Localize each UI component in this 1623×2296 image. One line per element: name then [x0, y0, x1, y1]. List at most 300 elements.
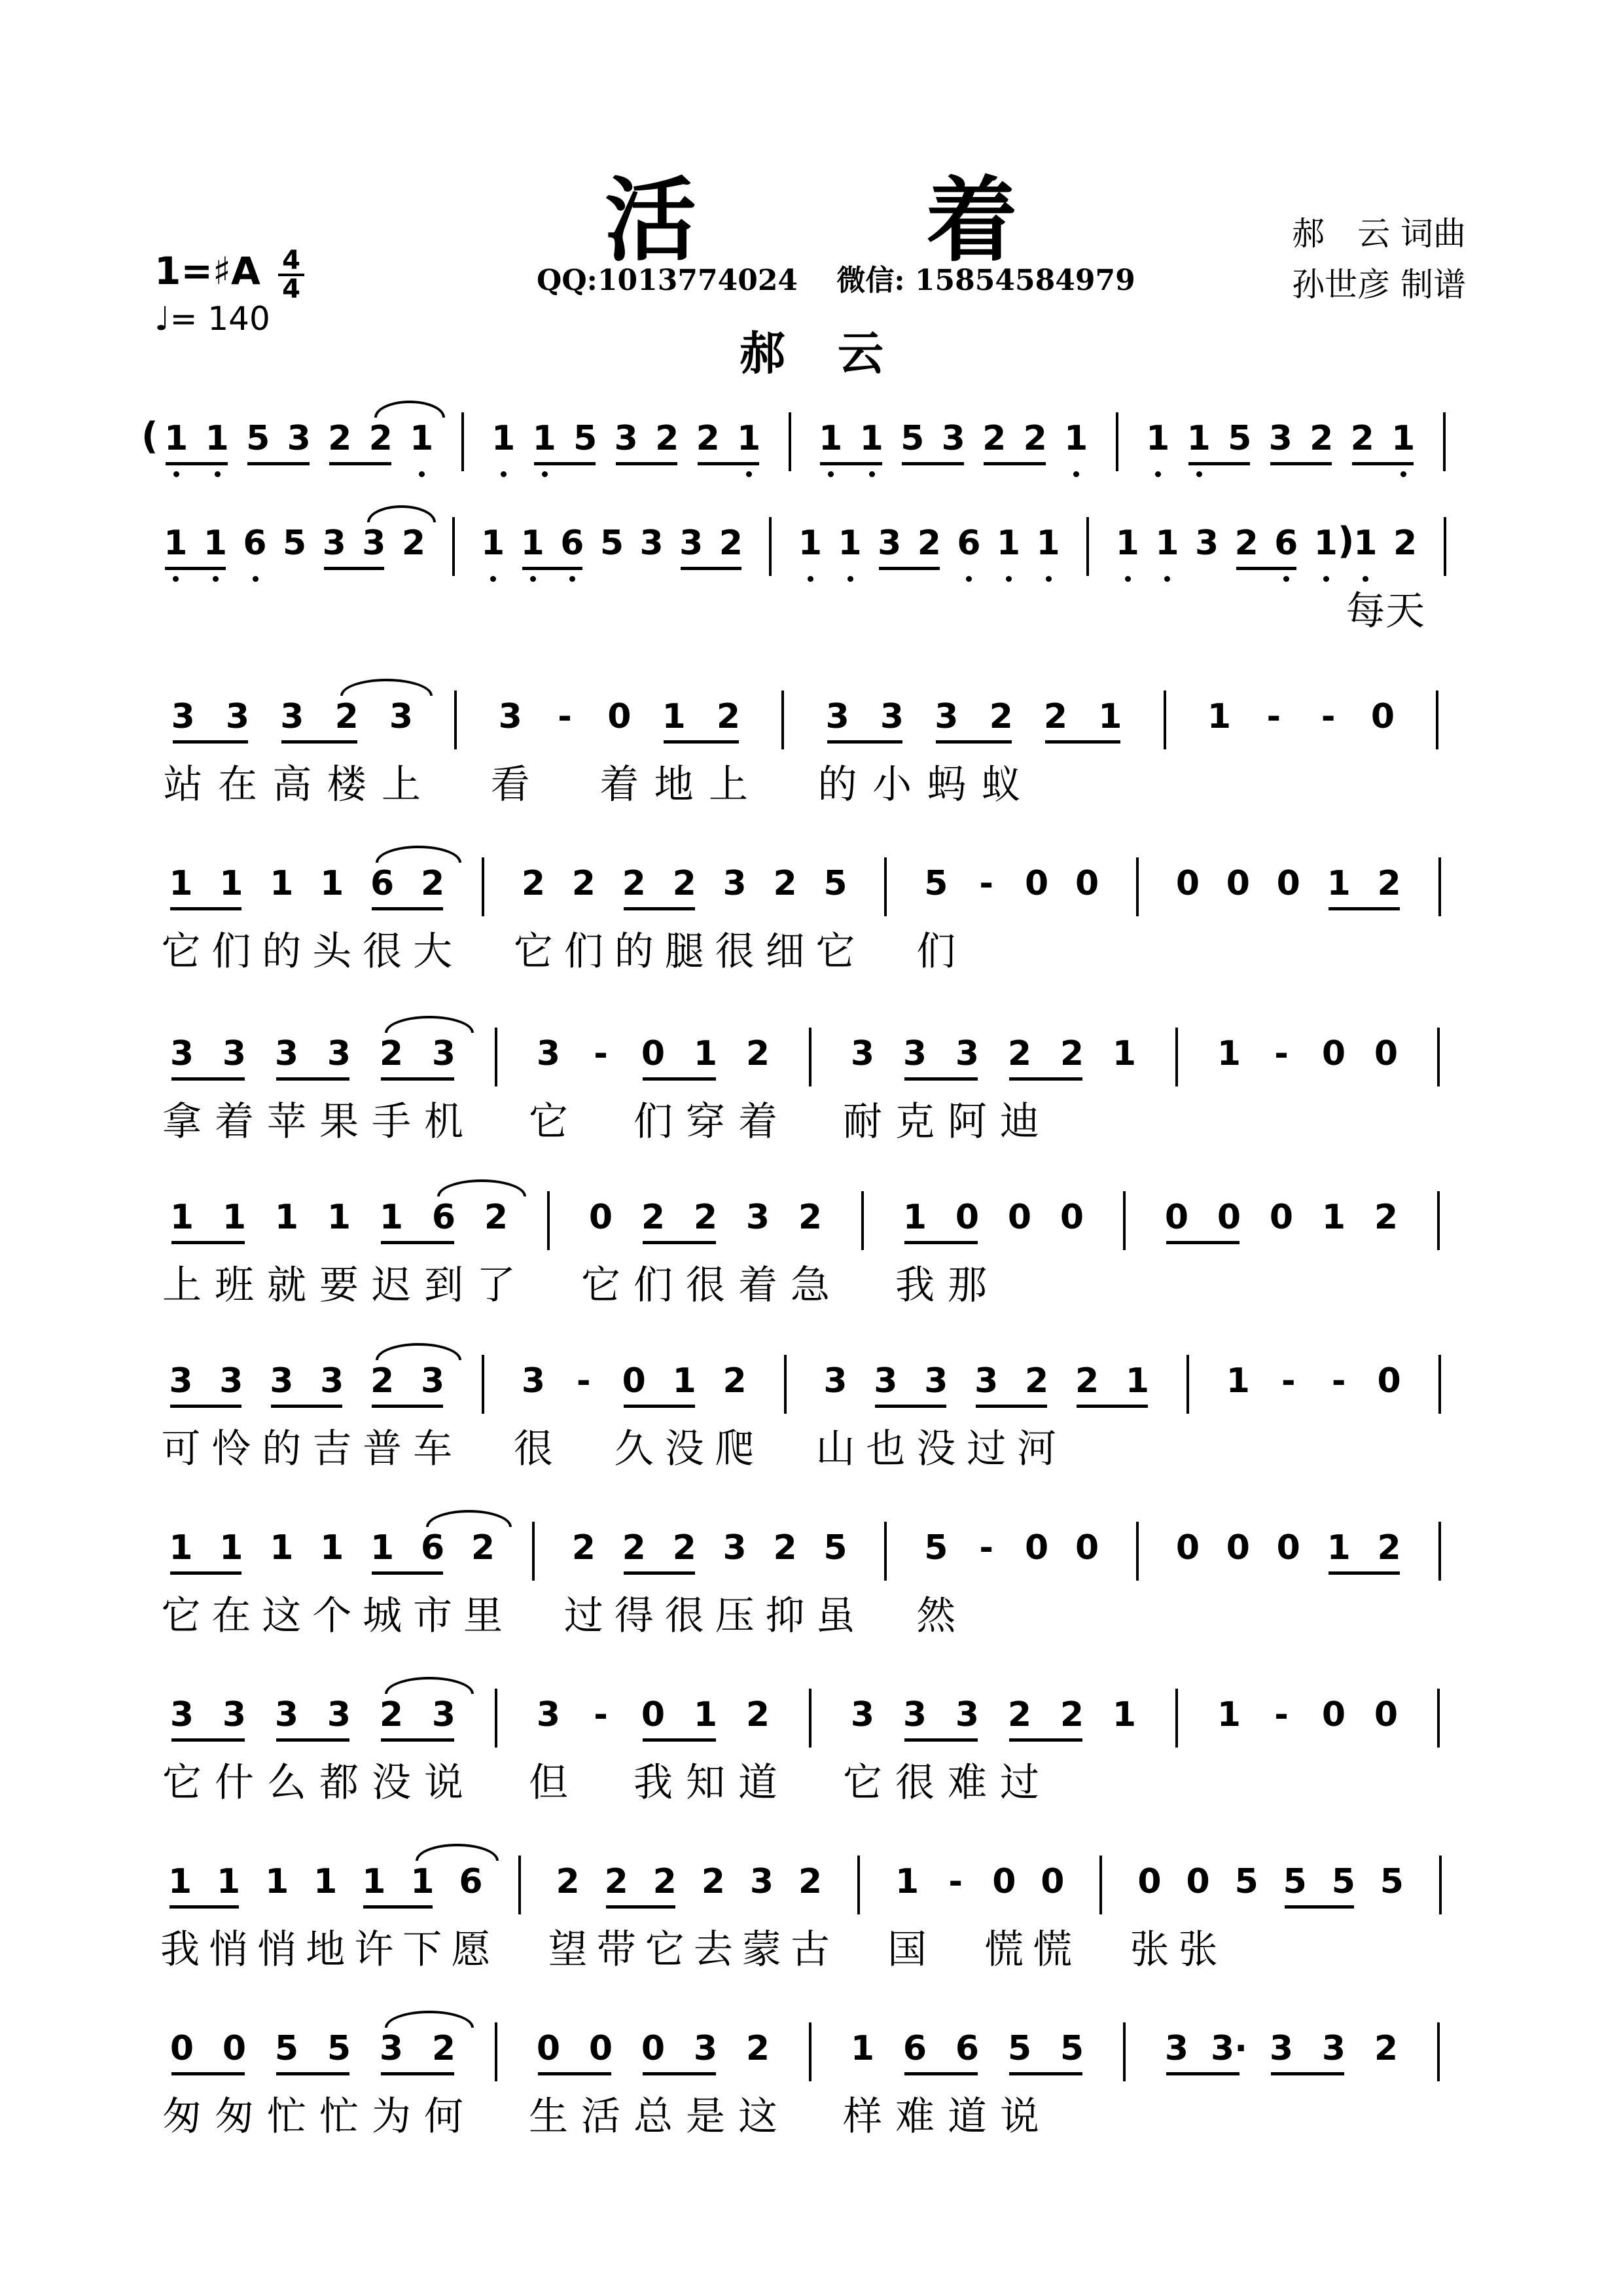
lyric-char: 我 — [633, 1760, 673, 1806]
note: 2 — [622, 1528, 646, 1568]
open-paren: ( — [141, 415, 158, 457]
beam — [904, 1077, 978, 1081]
note: 1 — [169, 864, 193, 903]
barline — [461, 412, 464, 471]
note: - — [948, 1862, 963, 1901]
barline — [1123, 2022, 1126, 2081]
lyric-char: 望 — [548, 1927, 588, 1973]
note: 0 — [1025, 864, 1049, 903]
barline — [1099, 1856, 1102, 1914]
note: 3 — [1268, 419, 1293, 458]
barline — [482, 1355, 484, 1414]
note: 3 — [219, 1361, 243, 1401]
time-signature — [278, 247, 304, 302]
time-sig-top: 4 — [282, 245, 300, 276]
note: 3 — [362, 524, 386, 563]
barline — [1116, 412, 1118, 471]
lyric-char: 蚂 — [927, 762, 967, 808]
note: 0 — [1041, 1862, 1065, 1901]
note: 1 — [219, 864, 243, 903]
note: 0 — [1226, 1528, 1250, 1568]
note: 2 — [334, 697, 359, 736]
tie-arc — [437, 1179, 526, 1196]
note: 2 — [571, 1528, 596, 1568]
beam — [247, 462, 310, 465]
note: 0 — [1374, 1695, 1399, 1734]
lyric-char: 很 — [664, 1593, 704, 1639]
beam — [1236, 567, 1297, 570]
notes-row — [141, 415, 1466, 491]
lyric-char: 迟 — [372, 1263, 411, 1308]
note: 1 — [1112, 1695, 1137, 1734]
note: 1 — [1155, 524, 1179, 563]
tie-arc — [376, 846, 461, 863]
lyric-char: 活 — [581, 2094, 620, 2140]
beam — [276, 2072, 349, 2075]
note: 0 — [641, 2029, 666, 2068]
lyric-char: 过 — [1000, 1760, 1039, 1806]
note: 0 — [1276, 1528, 1300, 1568]
beam — [879, 567, 940, 570]
note: 5 — [1228, 419, 1252, 458]
note: 6 — [431, 1198, 456, 1237]
note: 3 — [679, 524, 704, 563]
note: 2 — [1374, 1198, 1399, 1237]
note: - — [1331, 1361, 1346, 1401]
lyric-char: 慌 — [984, 1927, 1024, 1973]
note: 1 — [693, 1695, 718, 1734]
note: 2 — [1023, 419, 1047, 458]
lyrics-row — [156, 1418, 1466, 1472]
note: 5 — [924, 864, 948, 903]
note: 0 — [1374, 1034, 1399, 1073]
note: - — [594, 1695, 608, 1734]
note: 2 — [773, 864, 797, 903]
beam — [381, 1077, 454, 1081]
lyric-char: 很 — [686, 1263, 725, 1308]
note: 3 — [274, 1034, 299, 1073]
lyrics-row — [156, 1585, 1466, 1639]
barline — [784, 1355, 787, 1414]
lyric-char: 果 — [319, 1099, 359, 1145]
note: 3 — [823, 1361, 847, 1401]
barline — [884, 1522, 887, 1581]
note: 0 — [992, 1862, 1016, 1901]
lyric-char: 班 — [215, 1263, 254, 1308]
beam — [166, 462, 228, 465]
note: 2 — [641, 1198, 666, 1237]
lyric-char: 车 — [413, 1426, 453, 1472]
beam — [643, 1738, 716, 1742]
note: 0 — [1276, 864, 1300, 903]
note: 1 — [274, 1198, 299, 1237]
note: 1 — [370, 1528, 395, 1568]
note: - — [979, 1528, 994, 1568]
note: 3 — [955, 1034, 980, 1073]
lyric-char: 它 — [161, 929, 201, 975]
lyric-char: 道 — [738, 1760, 777, 1806]
tie-arc — [385, 1016, 474, 1033]
lyric-char: 头 — [312, 929, 352, 975]
beam — [984, 462, 1046, 465]
barline — [532, 1522, 535, 1581]
barline — [1164, 691, 1166, 749]
lyric-char: 楼 — [327, 762, 366, 808]
lyric-char: 看 — [490, 762, 530, 808]
note: 3 — [287, 419, 311, 458]
lyric-char: 去 — [693, 1927, 733, 1973]
note: 1 — [1112, 1034, 1137, 1073]
note: 0 — [588, 2029, 613, 2068]
note: 1 — [410, 419, 434, 458]
note: 1 — [1125, 1361, 1150, 1401]
note: 2 — [521, 864, 546, 903]
beam — [372, 907, 443, 910]
lyric-char: 天 — [1385, 588, 1425, 634]
note: 2 — [722, 1361, 747, 1401]
beam — [976, 1405, 1047, 1408]
note: 1 — [662, 697, 686, 736]
note: 3 — [693, 2029, 718, 2068]
lyric-char: 河 — [1017, 1426, 1057, 1472]
beam — [381, 2072, 454, 2075]
note: 1 — [798, 524, 823, 563]
barline — [769, 517, 772, 576]
barline — [884, 857, 887, 916]
note: 3 — [874, 1361, 898, 1401]
lyric-char: 它 — [645, 1927, 685, 1973]
note: 5 — [1234, 1862, 1258, 1901]
note: 3 — [850, 1695, 875, 1734]
beam — [1188, 462, 1251, 465]
note: 2 — [420, 864, 445, 903]
barline — [809, 2022, 812, 2081]
note: 1 — [1186, 419, 1211, 458]
note: 0 — [1377, 1361, 1401, 1401]
note: 0 — [1164, 1198, 1189, 1237]
barline — [1186, 1355, 1189, 1414]
beam — [936, 740, 1011, 744]
note: 1 — [838, 524, 862, 563]
barline — [1437, 1191, 1440, 1250]
beam — [171, 1241, 245, 1244]
note: 6 — [902, 2029, 927, 2068]
note: 3 — [955, 1695, 980, 1734]
lyric-char: 也 — [866, 1426, 906, 1472]
lyric-char: 穿 — [686, 1099, 725, 1145]
note: - — [594, 1034, 608, 1073]
note: 1 — [1064, 419, 1088, 458]
note: 2 — [401, 524, 426, 563]
beam — [624, 1405, 695, 1408]
note: 1 — [320, 1528, 344, 1568]
note: - — [577, 1361, 591, 1401]
lyric-char: 知 — [686, 1760, 725, 1806]
lyric-char: 然 — [916, 1593, 956, 1639]
lyrics-row — [156, 1254, 1466, 1308]
lyric-char: 它 — [815, 929, 855, 975]
note: 0 — [641, 1034, 666, 1073]
note: 1 — [1207, 697, 1232, 736]
barline — [1437, 2022, 1440, 2081]
lyric-char: 匆 — [215, 2094, 254, 2140]
note: 1 — [895, 1862, 919, 1901]
note: 1 — [1217, 1695, 1241, 1734]
tempo-marking: ♩= 140 — [154, 300, 270, 338]
lyric-char: 大 — [413, 929, 453, 975]
note: 0 — [955, 1198, 980, 1237]
note: 1 — [410, 1862, 435, 1901]
lyric-char: 它 — [843, 1760, 882, 1806]
note: 3 — [902, 1695, 927, 1734]
note: 3 — [639, 524, 664, 563]
beam — [1329, 1571, 1400, 1575]
note: 2 — [655, 419, 679, 458]
lyric-char: 张 — [1178, 1927, 1218, 1973]
lyric-char: 的 — [817, 762, 857, 808]
note: 1 — [491, 419, 516, 458]
note: 2 — [431, 2029, 456, 2068]
note: 3 — [431, 1034, 456, 1073]
credits — [1292, 208, 1466, 310]
lyricist-composer: 郝 云 词曲 — [1292, 215, 1466, 253]
lyric-char: 样 — [843, 2094, 882, 2140]
lyric-char: 苹 — [267, 1099, 306, 1145]
tie-arc — [340, 679, 433, 696]
note: 0 — [607, 697, 632, 736]
beam — [271, 1405, 342, 1408]
lyric-char: 过 — [563, 1593, 603, 1639]
note: 1 — [169, 1528, 193, 1568]
note: 1 — [203, 524, 227, 563]
lyric-char: 们 — [633, 1099, 673, 1145]
lyric-char: 们 — [211, 929, 251, 975]
lyric-char: 没 — [916, 1426, 956, 1472]
note: 1 — [672, 1361, 696, 1401]
note: 3 — [536, 1034, 561, 1073]
barline — [1436, 691, 1438, 749]
beam — [538, 2072, 611, 2075]
note: 3 — [389, 697, 414, 736]
beam — [372, 1405, 443, 1408]
beam — [363, 1905, 433, 1909]
lyrics-row — [156, 1090, 1466, 1145]
note: 3 — [722, 1528, 747, 1568]
octave-dot — [1400, 471, 1406, 477]
note: 1 — [205, 419, 229, 458]
note: 1 — [737, 419, 761, 458]
note: - — [1266, 697, 1281, 736]
lyrics-row — [156, 2085, 1466, 2140]
beam — [1009, 1738, 1082, 1742]
note: 2 — [745, 1034, 770, 1073]
note: 0 — [1321, 1695, 1346, 1734]
beam — [171, 1738, 245, 1742]
note: 1 — [693, 1034, 718, 1073]
note: 3 — [379, 2029, 404, 2068]
barline — [1175, 1028, 1178, 1086]
note: 2 — [798, 1198, 823, 1237]
note: 5 — [246, 419, 270, 458]
note: 6 — [955, 2029, 980, 2068]
note: 3 — [169, 1695, 194, 1734]
note: 2 — [917, 524, 941, 563]
lyric-char: 这 — [262, 1593, 302, 1639]
note: 3 — [974, 1361, 999, 1401]
note: 0 — [1137, 1862, 1162, 1901]
barline — [1136, 857, 1139, 916]
barline — [518, 1856, 521, 1914]
note: 0 — [1075, 1528, 1099, 1568]
note: 3 — [1194, 524, 1219, 563]
note: 6 — [459, 1862, 483, 1901]
beam — [170, 1405, 241, 1408]
barline — [1123, 1191, 1126, 1250]
beam — [1285, 1905, 1354, 1909]
note: 1 — [219, 1528, 243, 1568]
note: 0 — [1075, 864, 1099, 903]
beam — [1271, 2072, 1344, 2075]
lyric-char: 很 — [363, 929, 402, 975]
note: 3 — [1269, 2029, 1294, 2068]
beam — [827, 740, 902, 744]
barline — [1438, 1522, 1441, 1581]
note: 5 — [327, 2029, 351, 2068]
lyric-char: 匆 — [162, 2094, 202, 2140]
lyric-char: 着 — [215, 1099, 254, 1145]
note: 2 — [672, 864, 696, 903]
lyric-char: 它 — [161, 1593, 201, 1639]
note: 2 — [571, 864, 596, 903]
beam — [1009, 2072, 1082, 2075]
note: 1 — [320, 864, 344, 903]
beam — [904, 2072, 978, 2075]
note: 2 — [379, 1034, 404, 1073]
lyric-char: 忙 — [267, 2094, 306, 2140]
note: 2 — [328, 419, 352, 458]
lyric-char: 得 — [614, 1593, 654, 1639]
lyric-char: 拿 — [162, 1099, 202, 1145]
octave-dot — [501, 471, 507, 477]
barline — [789, 412, 791, 471]
arranger: 孙世彦 制谱 — [1292, 266, 1466, 304]
lyric-char: 何 — [424, 2094, 463, 2140]
note: 6 — [957, 524, 981, 563]
note: 3 — [327, 1034, 351, 1073]
note: 1 — [362, 1862, 386, 1901]
lyric-char: 愿 — [451, 1927, 491, 1973]
note: 0 — [536, 2029, 561, 2068]
beam — [643, 1077, 716, 1081]
note: 0 — [641, 1695, 666, 1734]
note: 3 — [880, 697, 904, 736]
lyric-char: 到 — [424, 1263, 463, 1308]
note: 1 — [1226, 1361, 1250, 1401]
barline — [1437, 1028, 1440, 1086]
note: 3 — [614, 419, 638, 458]
beam — [1077, 1405, 1148, 1408]
tie-arc — [416, 1844, 499, 1861]
note: 1 — [1327, 864, 1351, 903]
lyric-char: 抑 — [765, 1593, 805, 1639]
note: 3 — [270, 1361, 294, 1401]
beam — [276, 1738, 349, 1742]
note: 3 — [222, 1695, 247, 1734]
note: 0 — [1321, 1034, 1346, 1073]
beam — [1166, 1241, 1240, 1244]
octave-dot — [542, 471, 548, 477]
octave-dot — [869, 471, 875, 477]
note: 1 — [164, 419, 188, 458]
note: 2 — [1043, 697, 1068, 736]
lyric-char: 没 — [372, 1760, 411, 1806]
note: 3 — [431, 1695, 456, 1734]
note: 3 — [878, 524, 902, 563]
octave-dot — [419, 471, 425, 477]
beam — [171, 2072, 245, 2075]
tie-arc — [367, 505, 436, 522]
note: 3 — [722, 864, 747, 903]
lyric-char: 上 — [382, 762, 421, 808]
beam — [372, 1571, 443, 1575]
note: 1 — [1217, 1034, 1241, 1073]
note: 2 — [693, 1198, 718, 1237]
note: 3 — [320, 1361, 344, 1401]
note: 1 — [1036, 524, 1060, 563]
lyric-char: 腿 — [664, 929, 704, 975]
note: 2 — [798, 1862, 823, 1901]
note: 2 — [989, 697, 1013, 736]
note: 2 — [1393, 524, 1418, 563]
note: 3 — [222, 1034, 247, 1073]
barline — [1175, 1689, 1178, 1748]
note: 2 — [1374, 2029, 1399, 2068]
note: 1 — [1391, 419, 1416, 458]
close-paren: ) — [1337, 520, 1355, 562]
beam — [165, 567, 226, 570]
note: 1 — [1146, 419, 1170, 458]
barline — [547, 1191, 550, 1250]
beam — [1045, 740, 1120, 744]
note: - — [1321, 697, 1336, 736]
lyric-char: 手 — [372, 1099, 411, 1145]
lyric-char: 里 — [463, 1593, 503, 1639]
lyric-char: 很 — [895, 1760, 935, 1806]
note: 5 — [823, 1528, 847, 1568]
note: 1 — [532, 419, 556, 458]
lyric-char: 它 — [513, 929, 553, 975]
barline — [1086, 517, 1089, 576]
beam — [904, 1738, 978, 1742]
barline — [1438, 1355, 1441, 1414]
note: 0 — [1025, 1528, 1049, 1568]
lyrics-row — [156, 1751, 1466, 1806]
beam — [276, 1077, 349, 1081]
lyric-char: 机 — [424, 1099, 463, 1145]
note: 1 — [270, 1528, 294, 1568]
lyrics-row — [156, 920, 1466, 975]
note: 2 — [370, 1361, 395, 1401]
lyric-char: 是 — [686, 2094, 725, 2140]
note: 0 — [1007, 1198, 1032, 1237]
note: 2 — [1007, 1034, 1032, 1073]
note: 2 — [1060, 1034, 1084, 1073]
note: 2 — [716, 697, 741, 736]
beam — [522, 567, 583, 570]
lyric-char: 着 — [738, 1099, 777, 1145]
beam — [681, 567, 741, 570]
lyric-char: 么 — [267, 1760, 306, 1806]
